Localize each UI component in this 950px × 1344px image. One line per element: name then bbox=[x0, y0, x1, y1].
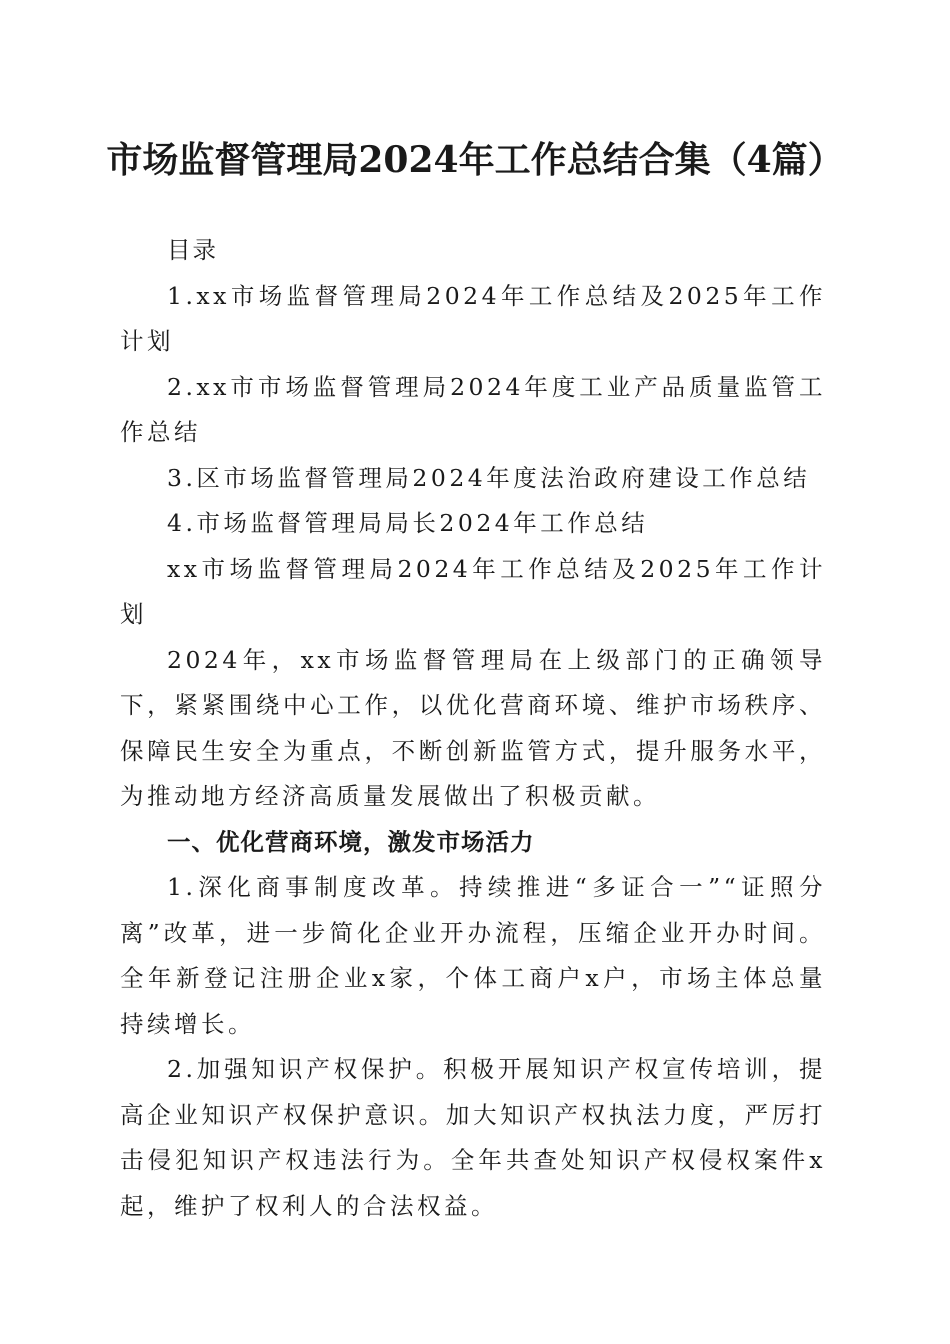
document-body bbox=[120, 228, 826, 1229]
toc-item-4: 4.市场监督管理局局长2024年工作总结 bbox=[167, 509, 649, 537]
intro-paragraph: 2024年，xx市场监督管理局在上级部门的正确领导下，紧紧围绕中心工作，以优化营商环境、维护市场秩序、保障民生安全为重点，不断创新监管方式，提升服务水平，为推动地方经济高质量发展做出了积极贡献。 bbox=[120, 645, 826, 810]
section-heading: 一、优化营商环境，激发市场活力 bbox=[167, 827, 535, 856]
toc-item-3: 3.区市场监督管理局2024年度法治政府建设工作总结 bbox=[167, 463, 811, 492]
toc-item-1: 1.xx市场监督管理局2024年工作总结及2025年工作计划 bbox=[120, 281, 826, 355]
paragraph-2: 2.加强知识产权保护。积极开展知识产权宣传培训，提高企业知识产权保护意识。加大知识产权执法力度，严厉打击侵犯知识产权违法行为。全年共查处知识产权侵权案件x起，维护了权利人的合法权益。 bbox=[120, 1055, 826, 1220]
document-title: 市场监督管理局2024年工作总结合集（4篇） bbox=[106, 139, 844, 181]
paragraph-1: 1.深化商事制度改革。持续推进“多证合一”“证照分离”改革，进一步简化企业开办流程，压缩企业开办时间。全年新登记注册企业x家，个体工商户x户，市场主体总量持续增长。 bbox=[120, 873, 826, 1038]
toc-label: 目录 bbox=[167, 236, 218, 264]
article-title: xx市场监督管理局2024年工作总结及2025年工作计划 bbox=[120, 554, 826, 628]
toc-item-2: 2.xx市市场监督管理局2024年度工业产品质量监管工作总结 bbox=[120, 372, 826, 446]
